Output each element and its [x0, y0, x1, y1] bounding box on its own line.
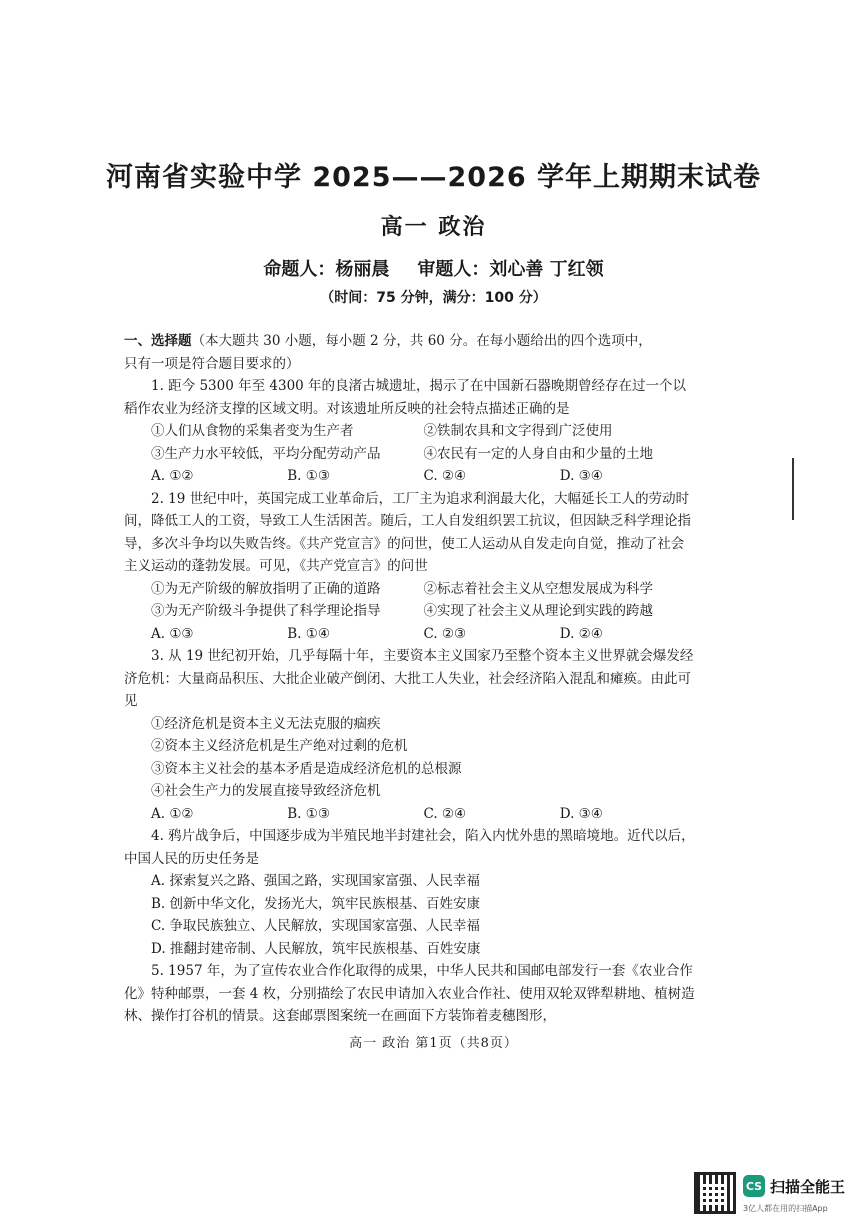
page-footer: 高一 政治 第1页（共8页）: [349, 1036, 518, 1051]
question-5: [124, 960, 696, 1028]
letter-option: C. 争取民族独立、人民解放，实现国家富强、人民幸福: [151, 918, 480, 934]
section-instructions-1: （本大题共 30 小题，每小题 2 分，共 60 分。在每小题给出的四个选项中，: [191, 333, 652, 349]
statement-row: [124, 578, 696, 601]
statement-item: ①人们从食物的采集者变为生产者: [151, 423, 354, 439]
exam-title: 河南省实验中学 2025——2026 学年上期期末试卷: [105, 162, 762, 193]
answer-choice: B. ①③: [287, 468, 330, 484]
statement-row: [124, 443, 696, 466]
statement-item: ②铁制农具和文字得到广泛使用: [423, 423, 613, 439]
answer-choice: A. ①②: [151, 805, 194, 822]
setter-label: 命题人：杨丽晨: [263, 259, 390, 280]
exam-timing: （时间：75 分钟，满分：100 分）: [320, 290, 547, 306]
statement-item: ③为无产阶级斗争提供了科学理论指导: [151, 603, 381, 619]
answer-choice: D. ②④: [559, 625, 603, 642]
answer-choice: D. ③④: [559, 468, 603, 484]
statement-item: ④实现了社会主义从理论到实践的跨越: [423, 603, 653, 619]
answer-choices: [124, 465, 696, 488]
letter-option: D. 推翻封建帝制、人民解放，筑牢民族根基、百姓安康: [151, 940, 481, 957]
answer-choice: D. ③④: [559, 805, 603, 822]
answer-choice: C. ②④: [423, 805, 467, 822]
statement-item: ②资本主义经济危机是生产绝对过剩的危机: [151, 738, 408, 754]
camscanner-logo-icon: CS: [743, 1175, 765, 1197]
question-4: [124, 825, 696, 960]
answer-choice: B. ①③: [287, 805, 330, 822]
statement-item: ②标志着社会主义从空想发展成为科学: [423, 580, 653, 597]
exam-authors: [0, 255, 867, 281]
section-heading: [124, 330, 696, 375]
statement-row: [124, 420, 696, 443]
camscanner-app-name: 扫描全能王: [770, 1178, 846, 1196]
statement-item: ③生产力水平较低，平均分配劳动产品: [151, 445, 381, 462]
statement-item: ①为无产阶级的解放指明了正确的道路: [151, 580, 381, 597]
scan-artifact-line: [792, 458, 794, 520]
section-instructions-2: 只有一项是符合题目要求的）: [124, 355, 300, 372]
letter-option: B. 创新中华文化，发扬光大，筑牢民族根基、百姓安康: [151, 895, 481, 912]
camscanner-tagline: 3亿人都在用的扫描App: [743, 1204, 828, 1213]
answer-choice: C. ②③: [423, 625, 467, 642]
exam-subtitle: 高一 政治: [380, 215, 487, 240]
answer-choices: [124, 623, 696, 646]
question-3: [124, 645, 696, 825]
question-2: [124, 488, 696, 646]
answer-choice: C. ②④: [423, 468, 467, 484]
statement-item: ③资本主义社会的基本矛盾是造成经济危机的总根源: [151, 760, 462, 777]
question-stem: 1. 距今 5300 年至 4300 年的良渚古城遗址，揭示了在中国新石器晚期曾经存在过一个以稻作农业为经济支撑的区域文明。对该遗址所反映的社会特点描述正确的是: [124, 378, 687, 417]
answer-choice: B. ①④: [287, 625, 330, 642]
exam-body: [124, 330, 696, 1028]
statement-item: ④农民有一定的人身自由和少量的土地: [423, 445, 653, 462]
question-1: [124, 375, 696, 488]
answer-choices: [124, 803, 696, 826]
statement-row: [124, 600, 696, 623]
qr-code-icon: [694, 1172, 736, 1214]
statement-item: ④社会生产力的发展直接导致经济危机: [151, 783, 381, 799]
question-stem: 2. 19 世纪中叶，英国完成工业革命后，工厂主为追求利润最大化，大幅延长工人的劳动时间，降低工人的工资，导致工人生活困苦。随后，工人自发组织罢工抗议，但因缺乏科学理论指导，多次斗争均以失败告终。《共产党宣言》的问世，使工人运动从自发走向自觉，推动了社会主义运动的蓬勃发展。可见，《共产党宣言》的问世: [124, 490, 691, 574]
statement-item: ①经济危机是资本主义无法克服的痼疾: [151, 715, 381, 732]
question-stem: 4. 鸦片战争后，中国逐步成为半殖民地半封建社会，陷入内忧外患的黑暗境地。近代以后，中国人民的历史任务是: [124, 828, 695, 867]
reviewer-label: 审题人：刘心善 丁红领: [417, 259, 604, 280]
question-stem: 3. 从 19 世纪初开始，几乎每隔十年，主要资本主义国家乃至整个资本主义世界就会爆发经济危机：大量商品积压、大批企业破产倒闭、大批工人失业，社会经济陷入混乱和瘫痪。由此可见: [124, 648, 694, 709]
letter-option: A. 探索复兴之路、强国之路，实现国家富强、人民幸福: [151, 873, 480, 889]
answer-choice: A. ①③: [151, 625, 194, 642]
answer-choice: A. ①②: [151, 468, 194, 484]
section-title: 一、选择题: [124, 333, 192, 349]
question-stem: 5. 1957 年，为了宣传农业合作化取得的成果，中华人民共和国邮电部发行一套《农业合作化》特种邮票，一套 4 枚，分别描绘了农民申请加入农业合作社、使用双轮双铧犁耕地、植树造林、操作打谷机的情景。这套邮票图案统一在画面下方装饰着麦穗图形，: [124, 963, 695, 1024]
